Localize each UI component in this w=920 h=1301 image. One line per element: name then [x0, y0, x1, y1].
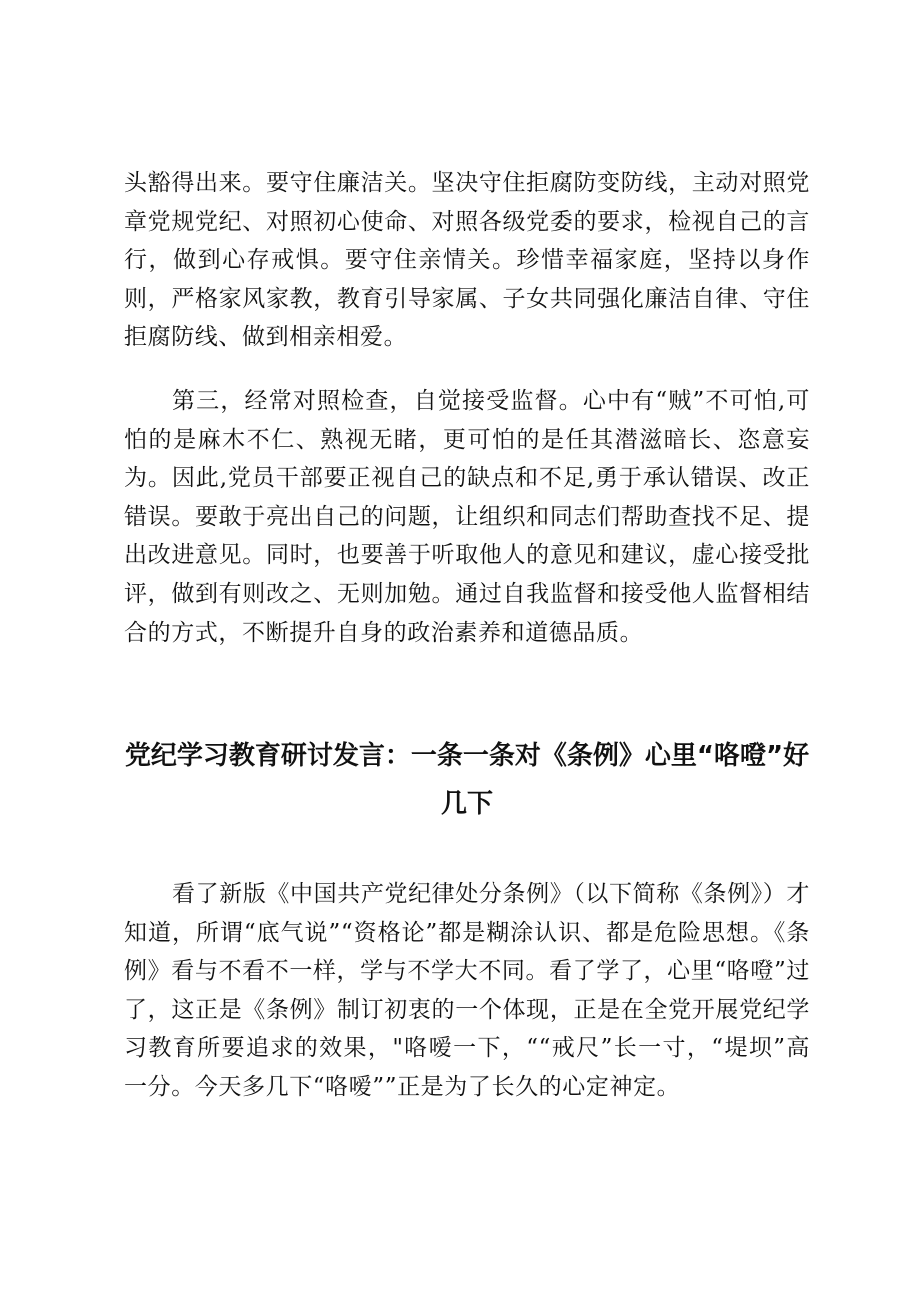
- article-title: 党纪学习教育研讨发言：一条一条对《条例》心里“咯噔”好几下: [124, 741, 810, 819]
- paragraph-supervision: 第三，经常对照检查，自觉接受监督。心中有“贼”不可怕,可怕的是麻木不仁、熟视无睹，更可怕的是任其潜滋暗长、恣意妄为。因此,党员干部要正视自己的缺点和不足,勇于承认错误、改正错误。要敢于亮出自己的问题，让组织和同志们帮助查找不足、提出改进意见。同时，也要善于听取他人的意见和建议，虚心接受批评，做到有则改之、无则加勉。通过自我监督和接受他人监督相结合的方式，不断提升自身的政治素养和道德品质。: [124, 388, 810, 646]
- paragraph-integrity: 头豁得出来。要守住廉洁关。坚决守住拒腐防变防线，主动对照党章党规党纪、对照初心使命、对照各级党委的要求，检视自己的言行，做到心存戒惧。要守住亲情关。珍惜幸福家庭，坚持以身作则，严格家风家教，教育引导家属、子女共同强化廉洁自律、守住拒腐防线、做到相亲相爱。: [124, 170, 810, 351]
- paragraph-regulations: 看了新版《中国共产党纪律处分条例》（以下简称《条例》）才知道，所谓“底气说”“资格论”都是糊涂认识、都是危险思想。《条例》看与不看不一样，学与不学大不同。看了学了，心里“咯噔”过了，这正是《条例》制订初衷的一个体现，正是在全党开展党纪学习教育所要追求的效果，"咯嗳一下，““戒尺”长一寸，“堤坝”高一分。今天多几下“咯嗳””正是为了长久的心定神定。: [124, 881, 810, 1100]
